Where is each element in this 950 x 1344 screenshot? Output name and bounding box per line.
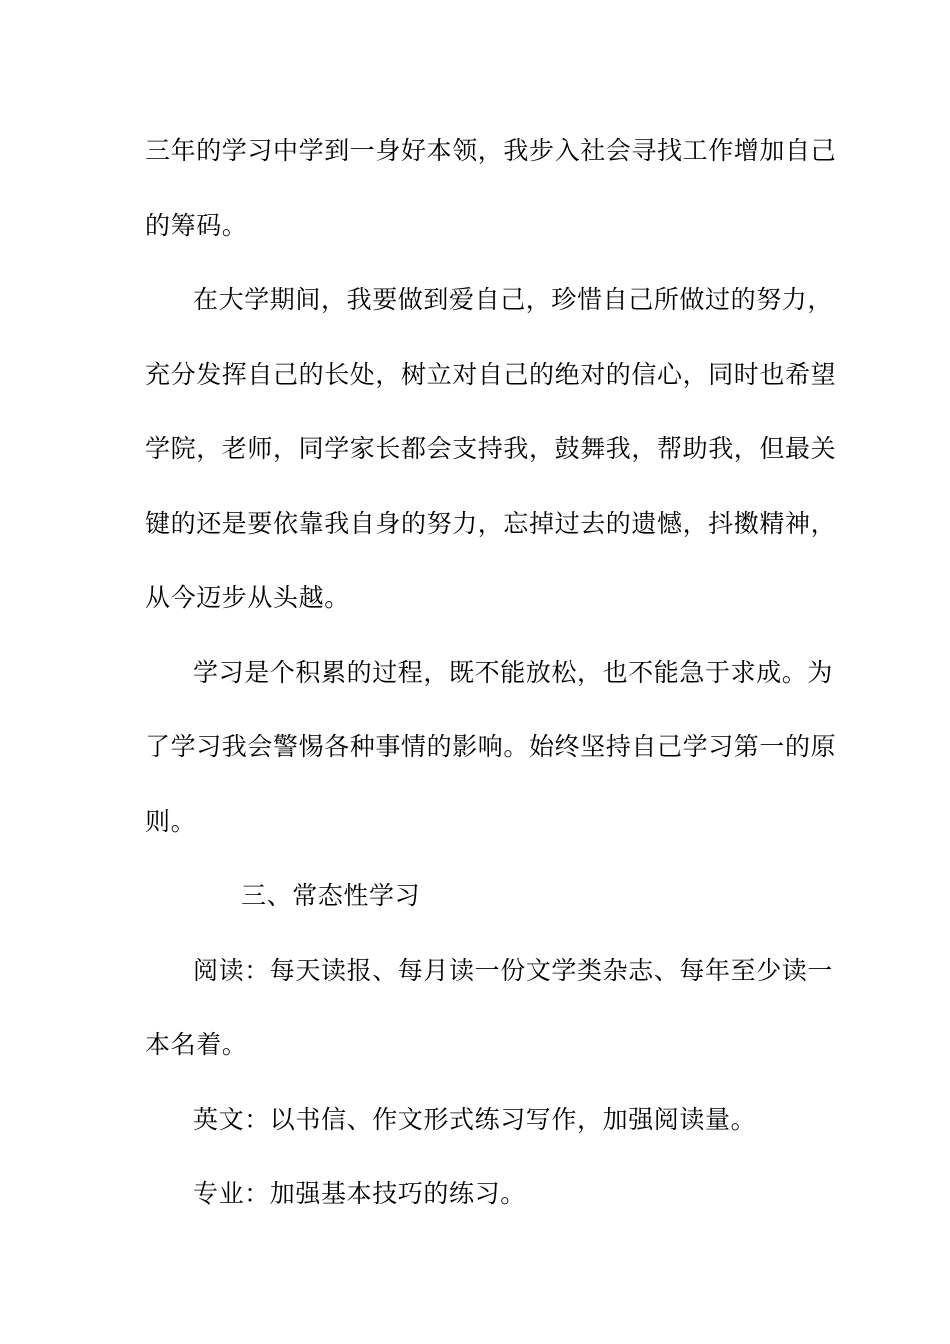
body-line: 学院，老师，同学家长都会支持我，鼓舞我，帮助我，但最关 [145, 434, 837, 463]
body-line: 本名着。 [145, 1030, 248, 1059]
paragraph-first-line: 英文：以书信、作文形式练习写作，加强阅读量。 [193, 1104, 757, 1134]
body-line: 了学习我会警惕各种事情的影响。始终坚持自己学习第一的原 [145, 732, 837, 761]
body-line: 键的还是要依靠我自身的努力，忘掉过去的遗憾，抖擞精神， [145, 508, 837, 538]
body-line: 充分发挥自己的长处，树立对自己的绝对的信心，同时也希望 [145, 359, 837, 389]
paragraph-first-line: 阅读：每天读报、每月读一份文学类杂志、每年至少读一 [193, 955, 834, 985]
section-heading: 三、常态性学习 [241, 881, 421, 910]
body-line: 的筹码。 [145, 210, 248, 240]
paragraph-first-line: 专业：加强基本技巧的练习。 [193, 1179, 526, 1208]
body-line: 从今迈步从头越。 [145, 583, 350, 612]
paragraph-first-line: 学习是个积累的过程，既不能放松，也不能急于求成。为 [193, 657, 834, 687]
paragraph-first-line: 在大学期间，我要做到爱自己，珍惜自己所做过的努力， [193, 285, 834, 314]
body-line: 则。 [145, 806, 197, 836]
document-body [145, 126, 837, 1244]
body-line: 三年的学习中学到一身好本领，我步入社会寻找工作增加自己 [145, 136, 837, 165]
